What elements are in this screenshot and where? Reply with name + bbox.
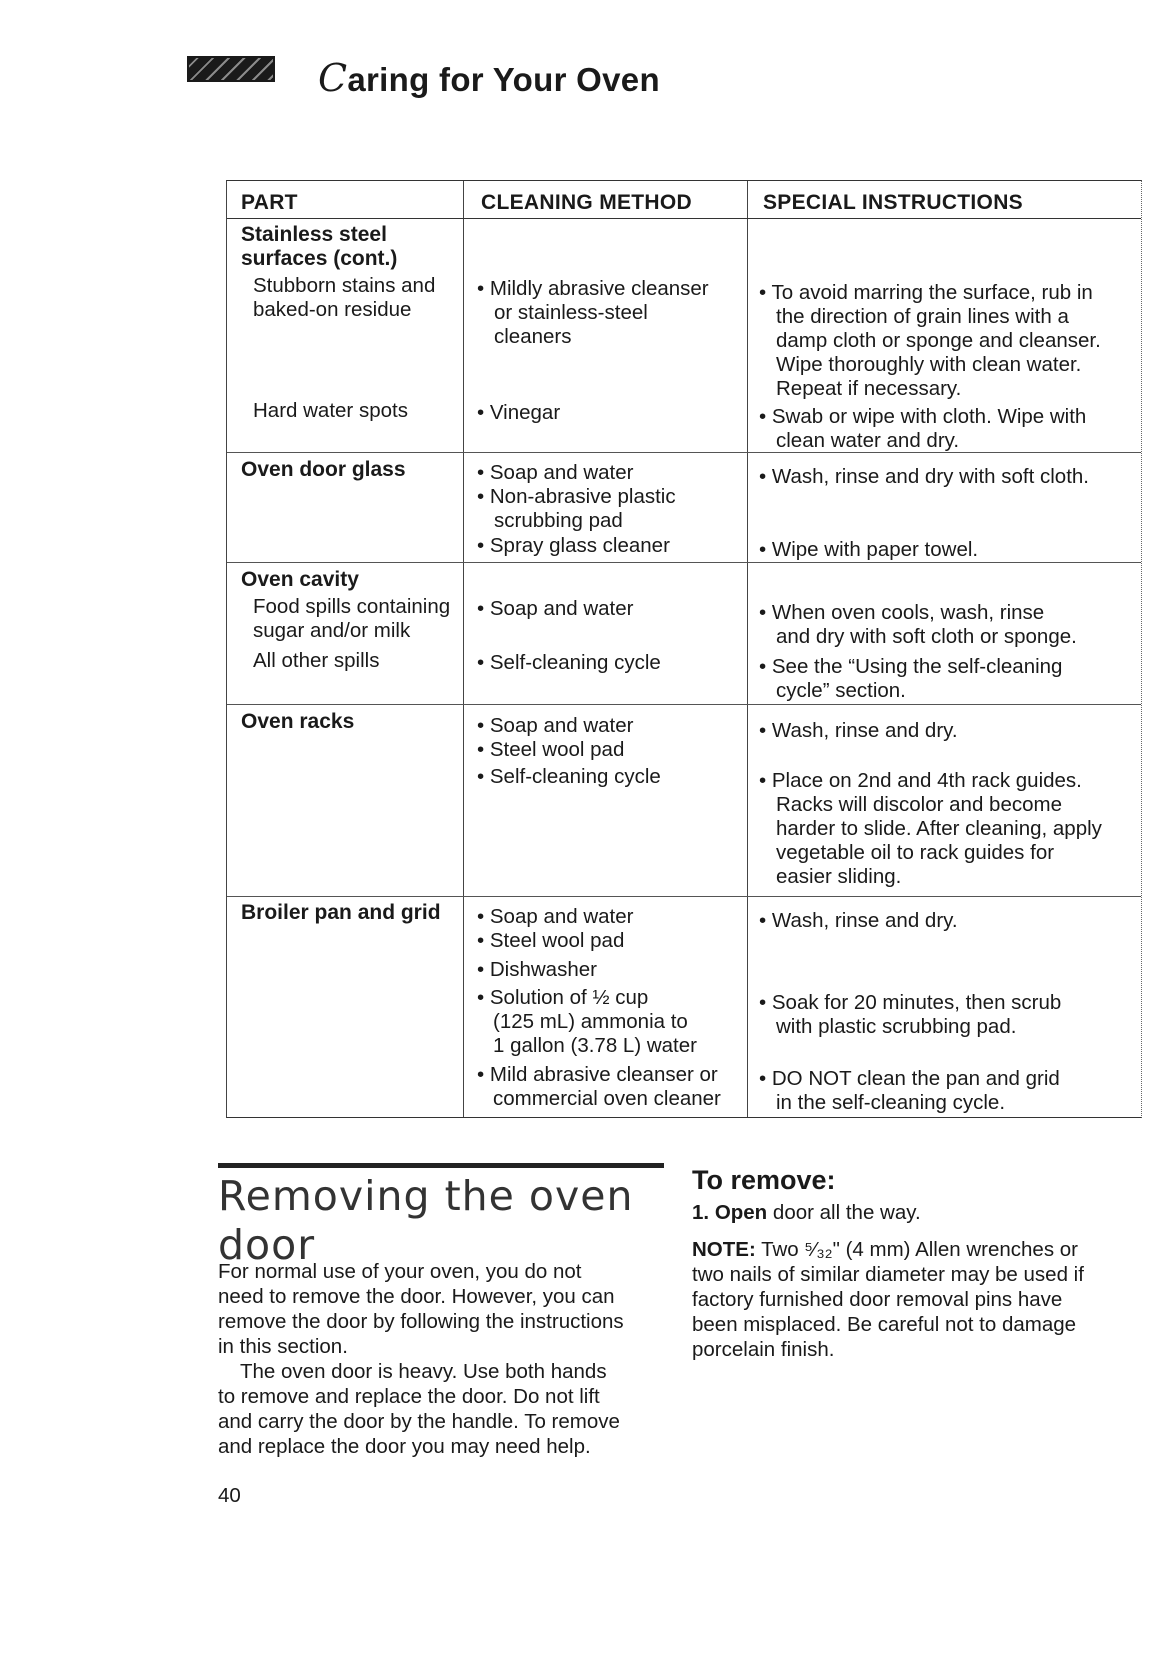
method-line: commercial oven cleaner: [493, 1087, 721, 1110]
column-divider: [463, 181, 464, 1117]
cleaning-table: [226, 180, 1142, 1118]
column-header-part: PART: [241, 191, 298, 214]
instruction-line: • Wash, rinse and dry with soft cloth.: [759, 465, 1089, 488]
note-paragraph: NOTE: Two ⁵⁄₃₂" (4 mm) Allen wrenches or two nails of similar diameter may be used if factory furnished door removal pins have been misplaced. Be careful not to damage porcelain finish.: [692, 1238, 1084, 1361]
instruction-line: • Soak for 20 minutes, then scrub: [759, 991, 1062, 1014]
intro-paragraph: For normal use of your oven, you do not need to remove the door. However, you can remove the door by following the instructions in this section.: [218, 1260, 624, 1358]
instruction-line: • DO NOT clean the pan and grid: [759, 1067, 1060, 1090]
method-line: cleaners: [494, 325, 572, 348]
method-line: • Soap and water: [477, 597, 634, 620]
column-header-instructions: SPECIAL INSTRUCTIONS: [763, 191, 1023, 214]
page-title: Caring for Your Oven: [318, 56, 660, 100]
column-divider: [747, 181, 748, 1117]
method-line: 1 gallon (3.78 L) water: [493, 1034, 697, 1057]
part-name: Stainless steel: [241, 223, 387, 246]
part-name: surfaces (cont.): [241, 247, 398, 270]
instruction-line: • To avoid marring the surface, rub in: [759, 281, 1093, 304]
method-line: • Steel wool pad: [477, 738, 625, 761]
header-rule: [227, 218, 1141, 219]
method-line: scrubbing pad: [494, 509, 623, 532]
method-line: • Steel wool pad: [477, 929, 625, 952]
method-line: • Soap and water: [477, 714, 634, 737]
method-line: • Soap and water: [477, 905, 634, 928]
method-line: • Vinegar: [477, 401, 561, 424]
row-divider: [227, 562, 1141, 563]
instruction-line: • Place on 2nd and 4th rack guides.: [759, 769, 1082, 792]
row-divider: [227, 452, 1141, 453]
brand-logo-icon: [187, 56, 275, 82]
section-title: Removing the oven door: [218, 1172, 634, 1269]
method-line: • Mildly abrasive cleanser: [477, 277, 709, 300]
method-line: • Self-cleaning cycle: [477, 651, 661, 674]
method-line: • Non-abrasive plastic: [477, 485, 676, 508]
method-line: • Dishwasher: [477, 958, 597, 981]
method-line: • Self-cleaning cycle: [477, 765, 661, 788]
part-subitem: Hard water spots: [253, 399, 408, 422]
instruction-line: clean water and dry.: [776, 429, 960, 452]
part-subitem: Food spills containing: [253, 595, 451, 618]
instruction-line: vegetable oil to rack guides for: [776, 841, 1055, 864]
subsection-heading: To remove:: [692, 1165, 836, 1195]
instruction-line: • Wash, rinse and dry.: [759, 909, 958, 932]
section-rule: [218, 1163, 664, 1168]
method-line: or stainless-steel: [494, 301, 648, 324]
part-name: Oven door glass: [241, 458, 406, 481]
method-line: (125 mL) ammonia to: [493, 1010, 688, 1033]
warning-paragraph: The oven door is heavy. Use both hands to remove and replace the door. Do not lift and carry the door by the handle. To remove and replace the door you may need help.: [218, 1360, 620, 1458]
instruction-line: Racks will discolor and become: [776, 793, 1062, 816]
part-subitem: baked-on residue: [253, 298, 412, 321]
row-divider: [227, 896, 1141, 897]
instruction-line: and dry with soft cloth or sponge.: [776, 625, 1077, 648]
method-line: • Mild abrasive cleanser or: [477, 1063, 718, 1086]
part-subitem: All other spills: [253, 649, 380, 672]
instruction-line: • Swab or wipe with cloth. Wipe with: [759, 405, 1087, 428]
instruction-line: harder to slide. After cleaning, apply: [776, 817, 1102, 840]
instruction-line: Wipe thoroughly with clean water.: [776, 353, 1082, 376]
part-name: Oven cavity: [241, 568, 359, 591]
part-subitem: Stubborn stains and: [253, 274, 436, 297]
page-number: 40: [218, 1484, 241, 1507]
part-subitem: sugar and/or milk: [253, 619, 411, 642]
instruction-line: easier sliding.: [776, 865, 902, 888]
method-line: • Soap and water: [477, 461, 634, 484]
method-line: • Spray glass cleaner: [477, 534, 670, 557]
row-divider: [227, 704, 1141, 705]
instruction-line: • See the “Using the self-cleaning: [759, 655, 1063, 678]
part-name: Broiler pan and grid: [241, 901, 441, 924]
instruction-line: Repeat if necessary.: [776, 377, 962, 400]
instruction-line: • When oven cools, wash, rinse: [759, 601, 1045, 624]
instruction-line: in the self-cleaning cycle.: [776, 1091, 1006, 1114]
instruction-line: • Wipe with paper towel.: [759, 538, 979, 561]
instruction-line: the direction of grain lines with a: [776, 305, 1069, 328]
instruction-line: • Wash, rinse and dry.: [759, 719, 958, 742]
step-1: 1. Open door all the way.: [692, 1201, 921, 1224]
instruction-line: with plastic scrubbing pad.: [776, 1015, 1017, 1038]
instruction-line: damp cloth or sponge and cleanser.: [776, 329, 1101, 352]
method-line: • Solution of ½ cup: [477, 986, 649, 1009]
instruction-line: cycle” section.: [776, 679, 906, 702]
column-header-method: CLEANING METHOD: [481, 191, 692, 214]
part-name: Oven racks: [241, 710, 355, 733]
